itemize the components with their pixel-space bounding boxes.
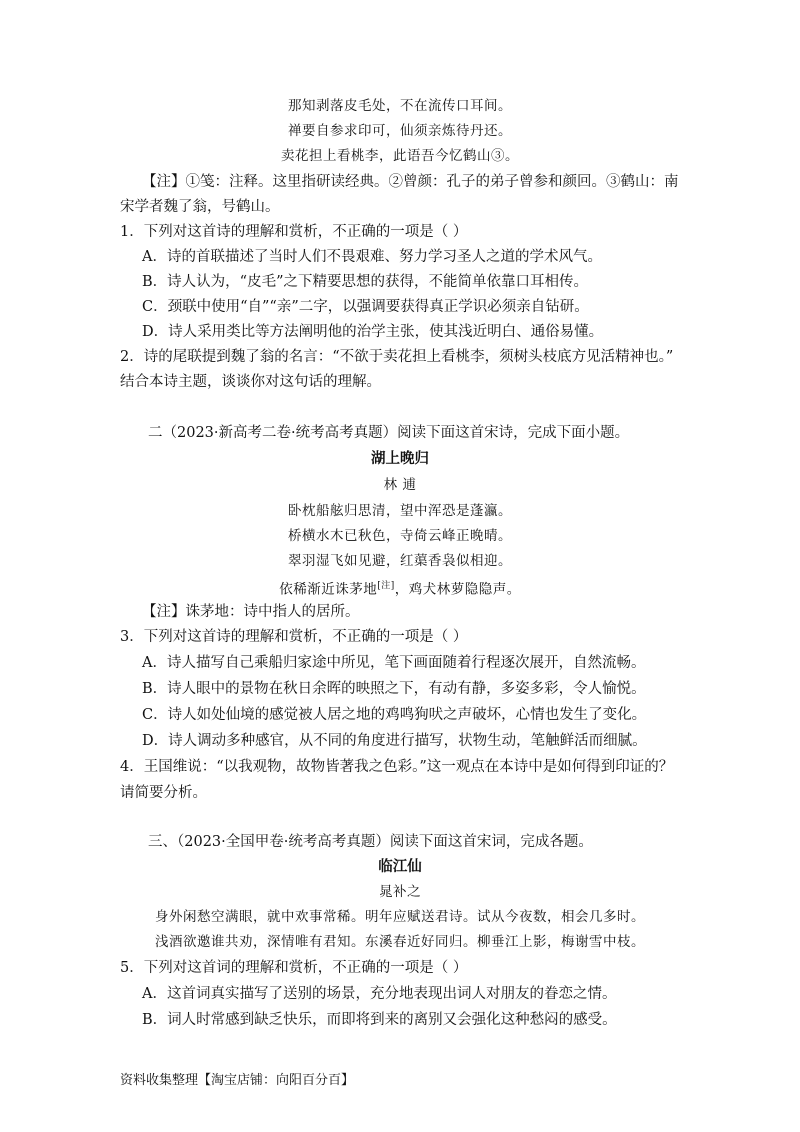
- q5-stem: 5．下列对这首词的理解和赏析，不正确的一项是（ ）: [120, 960, 468, 976]
- section2-line-2: 桥横水木已秋色，寺倚云峰正晚晴。: [288, 528, 512, 544]
- page-footer: 资料收集整理【淘宝店铺：向阳百分百】: [120, 1073, 355, 1088]
- section2-line-4-b: ，鸡犬林萝隐隐声。: [394, 581, 521, 598]
- q4-line-1: 4．王国维说：“以我观物，故物皆著我之色彩。”这一观点在本诗中是如何得到印证的？: [120, 759, 674, 775]
- section2-line-4: [0, 576, 800, 600]
- q3-option-d: D．诗人调动多种感官，从不同的角度进行描写，状物生动，笔触鲜活而细腻。: [142, 733, 647, 749]
- q1-stem: 1．下列对这首诗的理解和赏析，不正确的一项是（ ）: [120, 224, 468, 240]
- poem1-line-2: 禅要自参求印可，仙须亲炼待丹还。: [288, 123, 512, 139]
- section2-author: 林 逋: [383, 477, 417, 493]
- section2-line-1: 卧枕船舷归思清，望中浑恐是蓬瀛。: [288, 503, 512, 519]
- q3-stem: 3．下列对这首诗的理解和赏析，不正确的一项是（ ）: [120, 629, 468, 645]
- q5-option-b: B．词人时常感到缺乏快乐，而即将到来的离别又会强化这种愁闷的感受。: [142, 1012, 617, 1028]
- section3-line-1: 身外闲愁空满眼，就中欢事常稀。明年应赋送君诗。试从今夜数，相会几多时。: [155, 909, 645, 925]
- section2-intro: 二（2023·新高考二卷·统考高考真题）阅读下面这首宋诗，完成下面小题。: [148, 425, 630, 441]
- q1-option-a: A．诗的首联描述了当时人们不畏艰难、努力学习圣人之道的学术风气。: [142, 249, 602, 265]
- section2-line-4-a: 依稀渐近诛茅地: [279, 581, 378, 598]
- note1-line-1: 【注】①笺：注释。这里指研读经典。②曾颜：孔子的弟子曾参和颜回。③鹤山：南: [142, 174, 679, 190]
- q3-option-b: B．诗人眼中的景物在秋日余晖的映照之下，有动有静，多姿多彩，令人愉悦。: [142, 681, 646, 697]
- q3-option-a: A．诗人描写自己乘船归家途中所见，笔下画面随着行程逐次展开，自然流畅。: [142, 655, 646, 671]
- section3-intro: 三、（2023·全国甲卷·统考高考真题）阅读下面这首宋词，完成各题。: [148, 834, 593, 850]
- q2-line-1: 2．诗的尾联提到魏了翁的名言：“不欲于卖花担上看桃李，须树头枝底方见活精神也。”: [120, 349, 674, 365]
- q1-option-c: C．颈联中使用“自”“亲”二字，以强调要获得真正学识必须亲自钻研。: [142, 299, 589, 315]
- poem1-line-1: 那知剥落皮毛处，不在流传口耳间。: [288, 98, 512, 114]
- q1-option-b: B．诗人认为，“皮毛”之下精要思想的获得，不能简单依靠口耳相传。: [142, 274, 588, 290]
- q4-line-2: 请简要分析。: [120, 785, 207, 801]
- section2-note: 【注】诛茅地：诗中指人的居所。: [142, 604, 360, 620]
- section2-title: 湖上晚归: [371, 450, 429, 467]
- note1-line-2: 宋学者魏了翁，号鹤山。: [120, 199, 280, 215]
- q2-line-2: 结合本诗主题，谈谈你对这句话的理解。: [120, 374, 381, 390]
- q5-option-a: A．这首词真实描写了送别的场景，充分地表现出词人对朋友的眷恋之情。: [142, 986, 617, 1002]
- section3-line-2: 浅酒欲邀谁共劝，深情唯有君知。东溪春近好同归。柳垂江上影，梅谢雪中枝。: [155, 934, 645, 950]
- section2-line-3: 翠羽湿飞如见避，红蕖香袅似相迎。: [288, 553, 512, 569]
- poem1-line-3: 卖花担上看桃李，此语吾今忆鹤山③。: [281, 148, 519, 164]
- q3-option-c: C．诗人如处仙境的感觉被人居之地的鸡鸣狗吠之声破坏，心情也发生了变化。: [142, 707, 647, 723]
- note-marker: [注]: [377, 581, 395, 591]
- section3-author: 晁补之: [379, 884, 421, 900]
- section3-title: 临江仙: [378, 858, 422, 875]
- q1-option-d: D．诗人采用类比等方法阐明他的治学主张，使其浅近明白、通俗易懂。: [142, 324, 604, 340]
